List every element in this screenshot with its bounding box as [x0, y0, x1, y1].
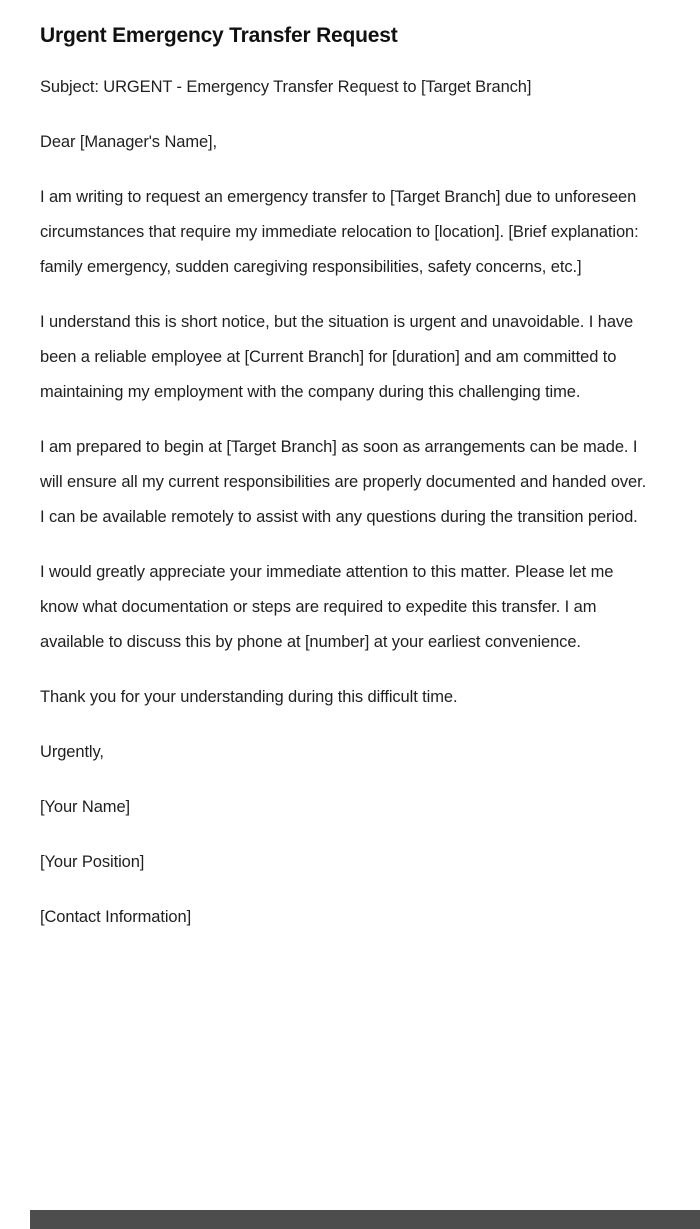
- body-paragraph-1: I am writing to request an emergency transfer to [Target Branch] due to unforeseen circumstances that require my immediate relocation to [location]. [Brief explanation: family emergency, sudden caregiving responsibilities, safety concerns, etc.]: [40, 188, 639, 276]
- subject-line: Subject: URGENT - Emergency Transfer Request to [Target Branch]: [40, 78, 532, 96]
- signature-contact: [Contact Information]: [40, 908, 192, 926]
- closing: Urgently,: [40, 743, 104, 761]
- signature-name: [Your Name]: [40, 798, 131, 816]
- body-paragraph-2: I understand this is short notice, but the situation is urgent and unavoidable. I have been a reliable employee at [Current Branch] for [duration] and am committed to maintaining my employment with the company during this challenging time.: [40, 313, 634, 401]
- page-title: Urgent Emergency Transfer Request: [40, 24, 398, 47]
- body-paragraph-3: I am prepared to begin at [Target Branch] as soon as arrangements can be made. I will ensure all my current responsibilities are properly documented and handed over. I can be available remotely to assist with any questions during the transition period.: [40, 438, 647, 526]
- body-paragraph-4: I would greatly appreciate your immediate attention to this matter. Please let me know what documentation or steps are required to expedite this transfer. I am available to discuss this by phone at [number] at your earliest convenience.: [40, 563, 614, 651]
- signature-position: [Your Position]: [40, 853, 145, 871]
- salutation: Dear [Manager's Name],: [40, 133, 218, 151]
- bottom-bar: [30, 1210, 700, 1229]
- thank-you-line: Thank you for your understanding during this difficult time.: [40, 688, 458, 706]
